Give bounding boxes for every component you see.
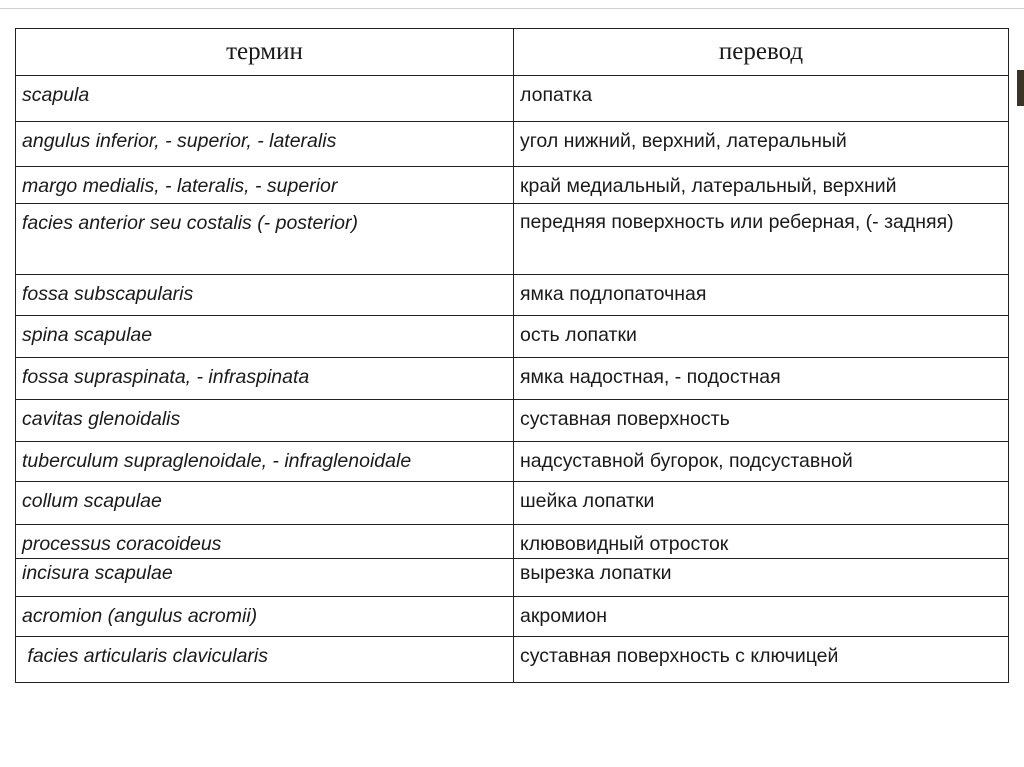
term-cell: cavitas glenoidalis xyxy=(16,400,514,442)
translation-cell: суставная поверхность с ключицей xyxy=(514,637,1009,683)
term-cell: spina scapulae xyxy=(16,316,514,358)
term-cell: fossa supraspinata, - infraspinata xyxy=(16,358,514,400)
translation-cell: ямка подлопаточная xyxy=(514,275,1009,316)
terms-table xyxy=(15,28,1009,683)
term-cell: margo medialis, - lateralis, - superior xyxy=(16,167,514,204)
slide-edge-marker xyxy=(1017,70,1024,106)
table-row xyxy=(16,204,1009,275)
term-cell: collum scapulae xyxy=(16,482,514,525)
table-row xyxy=(16,597,1009,637)
term-cell: angulus inferior, - superior, - lateralis xyxy=(16,122,514,167)
term-cell: facies anterior seu costalis (- posterior) xyxy=(16,204,514,275)
slide-top-border xyxy=(0,0,1024,9)
translation-cell: шейка лопатки xyxy=(514,482,1009,525)
translation-cell: угол нижний, верхний, латеральный xyxy=(514,122,1009,167)
table-row xyxy=(16,167,1009,204)
table-row xyxy=(16,482,1009,525)
table-row xyxy=(16,122,1009,167)
translation-cell: передняя поверхность или реберная, (- задняя) xyxy=(514,204,1009,275)
table-row xyxy=(16,275,1009,316)
term-cell: acromion (angulus acromii) xyxy=(16,597,514,637)
table-row xyxy=(16,637,1009,683)
header-term: термин xyxy=(16,29,514,76)
translation-cell: суставная поверхность xyxy=(514,400,1009,442)
term-cell: tuberculum supraglenoidale, - infraglenoidale xyxy=(16,442,514,482)
translation-cell: лопатка xyxy=(514,76,1009,122)
translation-cell: акромион xyxy=(514,597,1009,637)
table-row xyxy=(16,400,1009,442)
term-cell: facies articularis clavicularis xyxy=(16,637,514,683)
table-row xyxy=(16,442,1009,482)
translation-cell: вырезка лопатки xyxy=(514,559,1009,597)
table-row xyxy=(16,559,1009,597)
translation-cell: ямка надостная, - подостная xyxy=(514,358,1009,400)
term-cell: incisura scapulae xyxy=(16,559,514,597)
term-cell: fossa subscapularis xyxy=(16,275,514,316)
term-cell: processus coracoideus xyxy=(16,525,514,559)
translation-cell: клювовидный отросток xyxy=(514,525,1009,559)
table-header-row xyxy=(16,29,1009,76)
translation-cell: надсуставной бугорок, подсуставной xyxy=(514,442,1009,482)
term-cell: scapula xyxy=(16,76,514,122)
table-row xyxy=(16,358,1009,400)
translation-cell: ость лопатки xyxy=(514,316,1009,358)
table-row xyxy=(16,525,1009,559)
table-row xyxy=(16,316,1009,358)
translation-cell: край медиальный, латеральный, верхний xyxy=(514,167,1009,204)
table-row xyxy=(16,76,1009,122)
header-translation: перевод xyxy=(514,29,1009,76)
